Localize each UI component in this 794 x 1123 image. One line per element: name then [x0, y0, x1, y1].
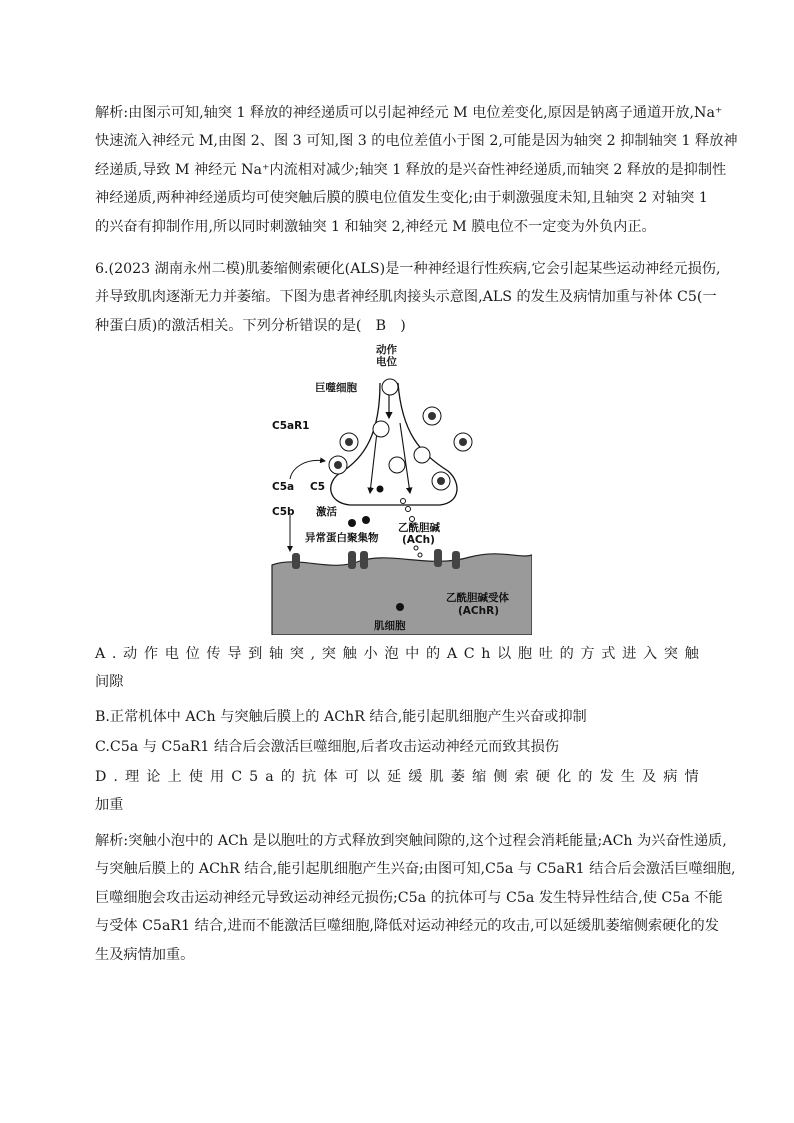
option-a-line-1	[95, 640, 699, 668]
option-a	[95, 640, 699, 697]
label-aggregates: 异常蛋白聚集物	[305, 532, 379, 544]
option-char: 传	[206, 646, 221, 662]
analysis-2-line-2: 与突触后膜上的 AChR 结合,能引起肌细胞产生兴奋;由图可知,C5a 与 C5aR1 结合后会激活巨噬细胞,	[95, 861, 736, 878]
vesicle	[389, 457, 405, 473]
option-char: 小	[363, 646, 378, 662]
label-action-potential-1: 动作	[376, 344, 397, 356]
option-char: 以	[365, 769, 380, 785]
analysis-1-line-5: 的兴奋有抑制作用,所以同时刺激轴突 1 和轴突 2,神经元 M 膜电位不一定变为外负内正。	[95, 218, 656, 235]
option-char: 到	[248, 646, 263, 662]
option-char: 胞	[517, 646, 533, 662]
vesicle	[382, 379, 398, 395]
label-macrophage: 巨噬细胞	[315, 382, 357, 394]
option-char: h	[481, 646, 491, 662]
option-char: 发	[599, 769, 614, 785]
option-char: 索	[514, 769, 529, 785]
option-char: 抗	[301, 769, 317, 785]
option-d-line-2: 加重	[95, 797, 124, 814]
analysis-2-line-5: 生及病情加重。	[95, 946, 195, 963]
option-char: 及	[641, 769, 657, 785]
option-char: 作	[143, 646, 159, 662]
analysis-1-line-3: 经递质,导致 M 神经元 Na⁺内流相对减少;轴突 1 释放的是兴奋性神经递质,而轴突 2 释放的是抑制性	[95, 161, 727, 178]
option-char: 延	[386, 769, 402, 785]
option-d	[95, 763, 699, 820]
option-char: 吐	[538, 646, 553, 662]
option-char: 电	[164, 646, 179, 662]
vesicle	[373, 421, 389, 437]
option-char: .	[111, 646, 117, 662]
option-char: 化	[556, 769, 572, 785]
option-char: 进	[622, 646, 637, 662]
option-char: 入	[642, 646, 658, 662]
option-char: A	[446, 646, 458, 662]
option-char: 轴	[268, 646, 284, 662]
vesicle	[414, 447, 430, 463]
option-char: 用	[209, 769, 225, 785]
question-line-1: 6.(2023 湖南永州二模)肌萎缩侧索硬化(ALS)是一种神经退行性疾病,它会引起某些运动神经元损伤,	[95, 261, 721, 277]
option-char: 萎	[450, 769, 465, 785]
option-char: 使	[188, 769, 203, 785]
option-char: 体	[323, 769, 338, 785]
question-stem	[95, 255, 721, 340]
label-c5ar1: C5aR1	[272, 420, 310, 432]
label-activation: 激活	[316, 506, 337, 518]
option-char: 的	[280, 769, 295, 785]
option-b-text: B.正常机体中 ACh 与突触后膜上的 AChR 结合,能引起肌细胞产生兴奋或抑制	[95, 709, 587, 725]
label-c5a: C5a	[272, 481, 295, 493]
option-char: 生	[620, 769, 635, 785]
option-char: 中	[405, 646, 420, 662]
option-char: D	[95, 769, 107, 785]
analysis-2-line-1: 解析:突触小泡中的 ACh 是以胞吐的方式释放到突触间隙的,这个过程会消耗能量;ACh 为兴奋性递质,	[95, 833, 727, 849]
option-char: .	[113, 769, 118, 785]
option-char: 式	[601, 646, 616, 662]
option-char: 肌	[429, 769, 444, 785]
analysis-1-line-4: 神经递质,两种神经递质均可使突触后膜的膜电位值发生变化;由于刺激强度未知,且轴突 2 对轴突 1	[95, 190, 708, 207]
option-char: 可	[344, 769, 359, 785]
option-char: 理	[124, 769, 140, 785]
option-char: 论	[146, 769, 161, 785]
analysis-2-line-3: 巨噬细胞会攻击运动神经元导致运动神经元损伤;C5a 的抗体可与 C5a 发生特异性结合,使 C5a 不能	[95, 889, 723, 906]
option-char: 触	[342, 646, 357, 662]
option-char: 泡	[384, 646, 399, 662]
option-char: 侧	[493, 769, 508, 785]
label-action-potential-2: 电位	[376, 356, 397, 368]
option-char: 的	[426, 646, 441, 662]
option-char: 突	[321, 646, 336, 662]
option-char: A	[95, 646, 106, 662]
option-char: 病	[663, 769, 678, 785]
analysis-1-line-1: 解析:由图示可知,轴突 1 释放的神经递质可以引起神经元 M 电位差变化,原因是钠离子通道开放,Na⁺	[95, 105, 723, 121]
option-char: ,	[310, 646, 316, 662]
option-char: 突	[663, 646, 678, 662]
option-char: 触	[684, 646, 699, 662]
option-char: 5	[249, 769, 259, 785]
label-muscle-cell: 肌细胞	[374, 620, 406, 632]
question-line-3: 种蛋白质)的激活相关。下列分析错误的是( B )	[95, 317, 406, 334]
label-c5b: C5b	[272, 506, 295, 518]
option-char: 情	[684, 769, 699, 785]
option-char: 的	[578, 769, 593, 785]
label-c5: C5	[310, 481, 326, 493]
option-b	[95, 703, 699, 731]
label-ach-1: 乙酰胆碱	[398, 522, 440, 534]
option-char: 以	[497, 646, 512, 662]
option-char: 导	[227, 646, 242, 662]
option-a-line-2: 间隙	[95, 674, 124, 691]
option-char: C	[463, 646, 475, 662]
analysis-paragraph-2	[95, 827, 736, 969]
option-char: 方	[580, 646, 595, 662]
option-c-text: C.C5a 与 C5aR1 结合后会激活巨噬细胞,后者攻击运动神经元而致其损伤	[95, 739, 559, 755]
option-char: 的	[559, 646, 574, 662]
analysis-paragraph-1	[95, 99, 738, 241]
option-char: C	[231, 769, 243, 785]
option-char: 上	[167, 769, 182, 785]
label-ach-2: (ACh)	[402, 534, 435, 546]
option-char: 突	[289, 646, 304, 662]
label-achr-1: 乙酰胆碱受体	[446, 592, 509, 604]
option-char: 位	[185, 646, 200, 662]
option-char: 缩	[471, 769, 487, 785]
option-char: 硬	[535, 769, 550, 785]
question-line-2: 并导致肌肉逐渐无力并萎缩。下图为患者神经肌肉接头示意图,ALS 的发生及病情加重与补体 C5(一	[95, 289, 717, 306]
option-char: a	[265, 769, 274, 785]
analysis-2-line-4: 与受体 C5aR1 结合,进而不能激活巨噬细胞,降低对运动神经元的攻击,可以延缓肌萎缩侧索硬化的发	[95, 918, 719, 935]
option-c	[95, 733, 699, 761]
option-char: 缓	[408, 769, 423, 785]
neuromuscular-junction-figure	[270, 343, 532, 635]
analysis-1-line-2: 快速流入神经元 M,由图 2、图 3 可知,图 3 的电位差值小于图 2,可能是因为轴突 2 抑制轴突 1 释放神	[95, 133, 738, 150]
option-d-line-1	[95, 763, 699, 791]
option-char: 动	[123, 646, 138, 662]
label-achr-2: (AChR)	[458, 605, 499, 617]
